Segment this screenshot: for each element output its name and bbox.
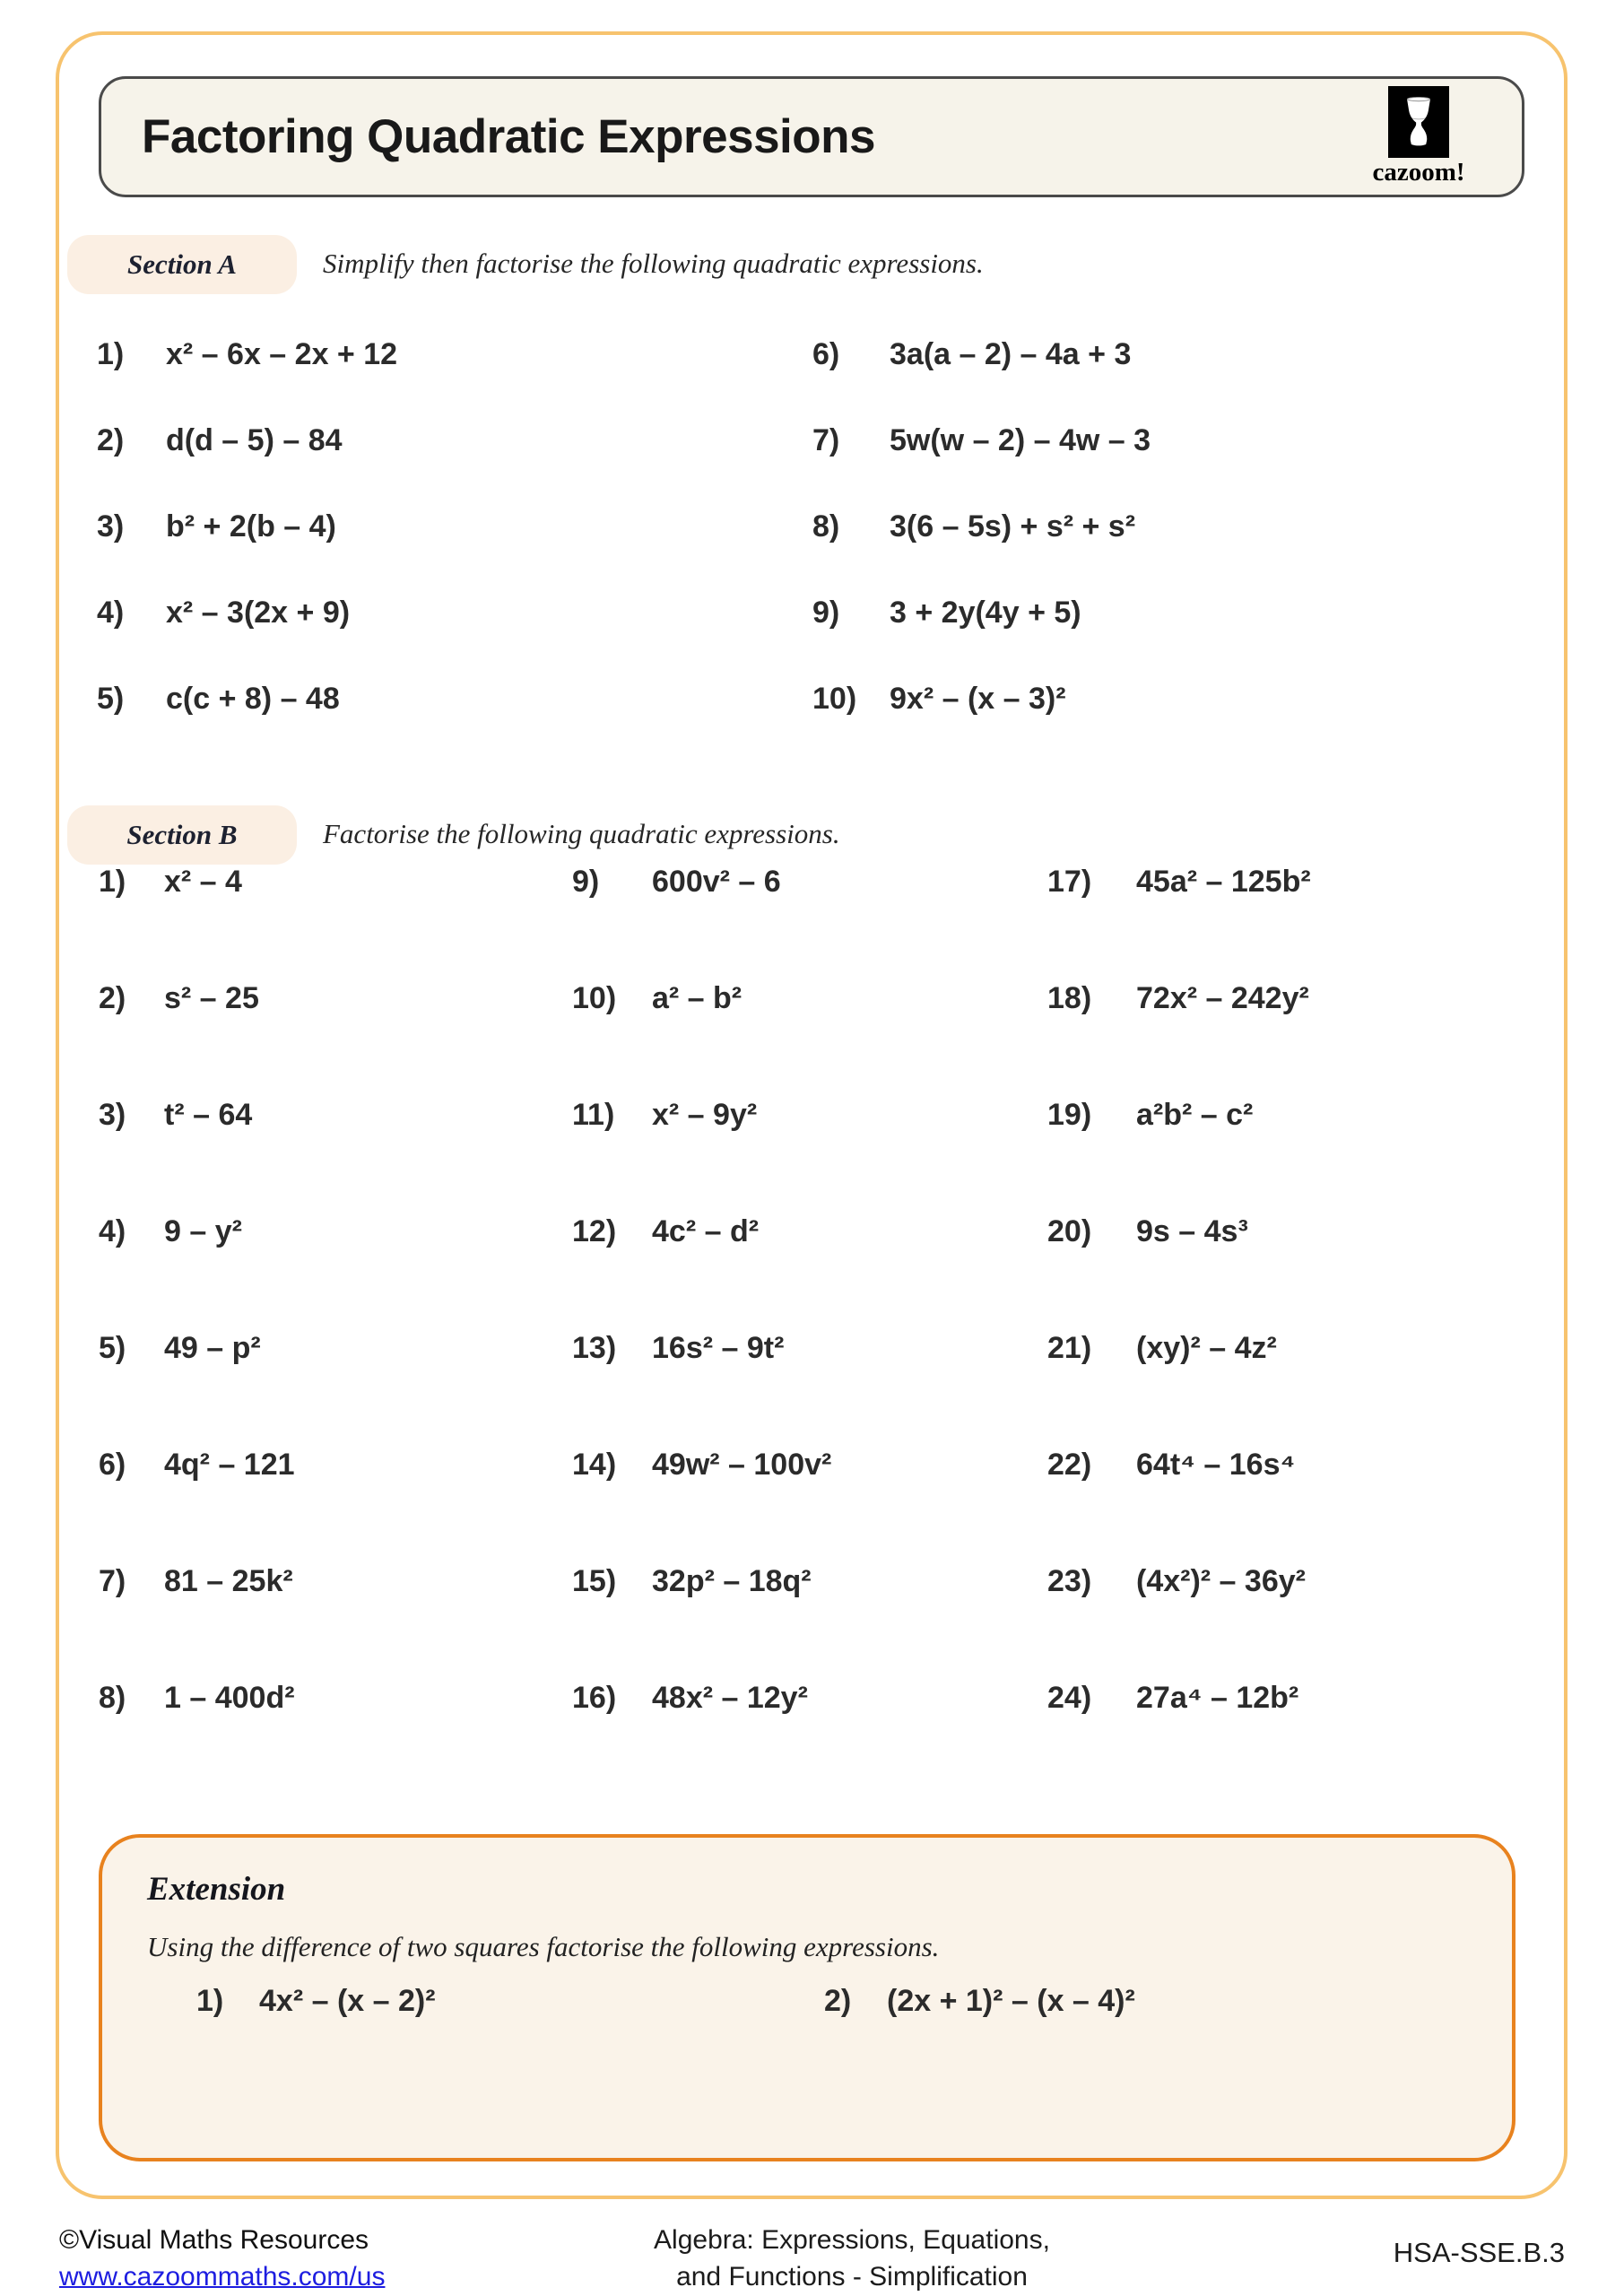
problem-expression: 72x² – 242y²	[1136, 981, 1309, 1015]
problem-expression: 4c² – d²	[652, 1214, 760, 1248]
problem-number: 1)	[196, 1984, 224, 2018]
problem-row	[812, 422, 1151, 509]
problem-expression: s² – 25	[164, 981, 259, 1015]
problem-expression: 9s – 4s³	[1136, 1214, 1248, 1248]
problem-number: 4)	[97, 596, 125, 630]
problem-row	[1047, 1330, 1311, 1447]
section-a-column-2	[812, 336, 1151, 767]
problem-expression: 49 – p²	[164, 1331, 261, 1365]
problem-row	[572, 1213, 831, 1330]
problem-row	[196, 1983, 436, 2020]
problem-number: 17)	[1047, 865, 1092, 899]
problem-row	[1047, 1447, 1311, 1563]
problem-number: 4)	[99, 1214, 126, 1248]
problem-number: 3)	[97, 509, 125, 544]
problem-expression: 5w(w – 2) – 4w – 3	[890, 423, 1151, 457]
problem-expression: x² – 4	[164, 865, 242, 899]
copyright-text: ©Visual Maths Resources	[59, 2225, 369, 2255]
problem-number: 10)	[572, 981, 617, 1015]
problem-number: 13)	[572, 1331, 617, 1365]
problem-row	[572, 864, 831, 980]
problem-expression: 48x² – 12y²	[652, 1681, 808, 1715]
problem-expression: b² + 2(b – 4)	[166, 509, 336, 544]
problem-row	[99, 1330, 295, 1447]
title-bar	[99, 76, 1524, 197]
page-title: Factoring Quadratic Expressions	[142, 110, 876, 163]
problem-expression: 45a² – 125b²	[1136, 865, 1311, 899]
problem-row	[97, 422, 397, 509]
section-b-column-1	[99, 864, 295, 1796]
problem-row	[97, 336, 397, 422]
problem-expression: 9 – y²	[164, 1214, 242, 1248]
problem-row	[99, 1097, 295, 1213]
problem-number: 19)	[1047, 1098, 1092, 1132]
problem-expression: a²b² – c²	[1136, 1098, 1254, 1132]
cazoommaths-link[interactable]: www.cazoommaths.com/us	[59, 2261, 386, 2292]
category-line-2: and Functions - Simplification	[676, 2261, 1028, 2292]
problem-number: 18)	[1047, 981, 1092, 1015]
problem-row	[1047, 1563, 1311, 1680]
problem-row	[572, 1680, 831, 1796]
problem-row	[572, 1563, 831, 1680]
problem-row	[99, 1563, 295, 1680]
problem-row	[812, 336, 1151, 422]
problem-row	[812, 681, 1151, 767]
problem-expression: 1 – 400d²	[164, 1681, 295, 1715]
problem-row	[572, 980, 831, 1097]
section-a-column-1	[97, 336, 397, 767]
section-a-label: Section A	[67, 235, 297, 294]
problem-expression: 64t⁴ – 16s⁴	[1136, 1448, 1296, 1482]
problem-row	[99, 1680, 295, 1796]
problem-row	[97, 595, 397, 681]
problem-number: 2)	[97, 423, 125, 457]
problem-expression: 3(6 – 5s) + s² + s²	[890, 509, 1136, 544]
category-line-1: Algebra: Expressions, Equations,	[654, 2225, 1050, 2255]
problem-number: 7)	[812, 423, 840, 457]
problem-expression: 9x² – (x – 3)²	[890, 682, 1066, 716]
problem-row	[572, 1447, 831, 1563]
problem-number: 8)	[812, 509, 840, 544]
problem-expression: 600v² – 6	[652, 865, 781, 899]
problem-number: 9)	[812, 596, 840, 630]
problem-row	[99, 1447, 295, 1563]
cazoom-logo	[1351, 86, 1486, 187]
problem-expression: 81 – 25k²	[164, 1564, 293, 1598]
problem-row	[1047, 864, 1311, 980]
problem-number: 11)	[572, 1098, 615, 1132]
problem-row	[99, 980, 295, 1097]
problem-number: 20)	[1047, 1214, 1092, 1248]
problem-expression: x² – 9y²	[652, 1098, 758, 1132]
problem-number: 21)	[1047, 1331, 1092, 1365]
problem-row	[1047, 1097, 1311, 1213]
djembe-drum-icon	[1388, 86, 1449, 158]
problem-expression: 3a(a – 2) – 4a + 3	[890, 337, 1132, 371]
problem-expression: a² – b²	[652, 981, 743, 1015]
problem-number: 10)	[812, 682, 857, 716]
problem-number: 23)	[1047, 1564, 1092, 1598]
section-b-column-3	[1047, 864, 1311, 1796]
problem-row	[812, 595, 1151, 681]
problem-row	[812, 509, 1151, 595]
problem-expression: (xy)² – 4z²	[1136, 1331, 1277, 1365]
standard-code: HSA-SSE.B.3	[1393, 2237, 1565, 2268]
problem-expression: 49w² – 100v²	[652, 1448, 832, 1482]
problem-expression: x² – 3(2x + 9)	[166, 596, 351, 630]
problem-expression: t² – 64	[164, 1098, 253, 1132]
problem-number: 12)	[572, 1214, 617, 1248]
footer-left	[59, 2222, 385, 2295]
problem-expression: d(d – 5) – 84	[166, 423, 343, 457]
problem-number: 1)	[97, 337, 125, 371]
problem-expression: 4x² – (x – 2)²	[259, 1984, 436, 2018]
problem-number: 6)	[812, 337, 840, 371]
problem-number: 5)	[97, 682, 125, 716]
section-b-column-2	[572, 864, 831, 1796]
problem-expression: x² – 6x – 2x + 12	[166, 337, 398, 371]
extension-label: Extension	[147, 1871, 286, 1908]
problem-number: 2)	[99, 981, 126, 1015]
section-a-instruction: Simplify then factorise the following quadratic expressions.	[323, 248, 984, 279]
logo-wordmark: cazoom!	[1372, 158, 1465, 187]
problem-row	[97, 681, 397, 767]
problem-expression: (2x + 1)² – (x – 4)²	[887, 1984, 1135, 2018]
problem-number: 1)	[99, 865, 126, 899]
problem-expression: 3 + 2y(4y + 5)	[890, 596, 1081, 630]
extension-box	[99, 1834, 1515, 2161]
problem-expression: (4x²)² – 36y²	[1136, 1564, 1306, 1598]
problem-number: 22)	[1047, 1448, 1092, 1482]
problem-number: 9)	[572, 865, 600, 899]
extension-instruction: Using the difference of two squares factorise the following expressions.	[147, 1931, 940, 1962]
problem-row	[1047, 1680, 1311, 1796]
problem-number: 16)	[572, 1681, 617, 1715]
problem-number: 2)	[824, 1984, 852, 2018]
problem-number: 14)	[572, 1448, 617, 1482]
problem-expression: 27a⁴ – 12b²	[1136, 1681, 1299, 1715]
problem-number: 24)	[1047, 1681, 1092, 1715]
section-b-label: Section B	[67, 805, 297, 865]
section-b-instruction: Factorise the following quadratic expressions.	[323, 818, 840, 849]
problem-row	[572, 1097, 831, 1213]
problem-expression: c(c + 8) – 48	[166, 682, 340, 716]
problem-row	[99, 864, 295, 980]
problem-expression: 32p² – 18q²	[652, 1564, 812, 1598]
problem-number: 8)	[99, 1681, 126, 1715]
problem-number: 6)	[99, 1448, 126, 1482]
problem-row	[99, 1213, 295, 1330]
problem-row	[97, 509, 397, 595]
problem-number: 5)	[99, 1331, 126, 1365]
problem-row	[572, 1330, 831, 1447]
problem-row	[1047, 980, 1311, 1097]
problem-row	[824, 1983, 1135, 2020]
problem-number: 3)	[99, 1098, 126, 1132]
problem-expression: 4q² – 121	[164, 1448, 295, 1482]
problem-number: 7)	[99, 1564, 126, 1598]
footer-category	[538, 2222, 1166, 2295]
problem-expression: 16s² – 9t²	[652, 1331, 785, 1365]
problem-row	[1047, 1213, 1311, 1330]
problem-number: 15)	[572, 1564, 617, 1598]
